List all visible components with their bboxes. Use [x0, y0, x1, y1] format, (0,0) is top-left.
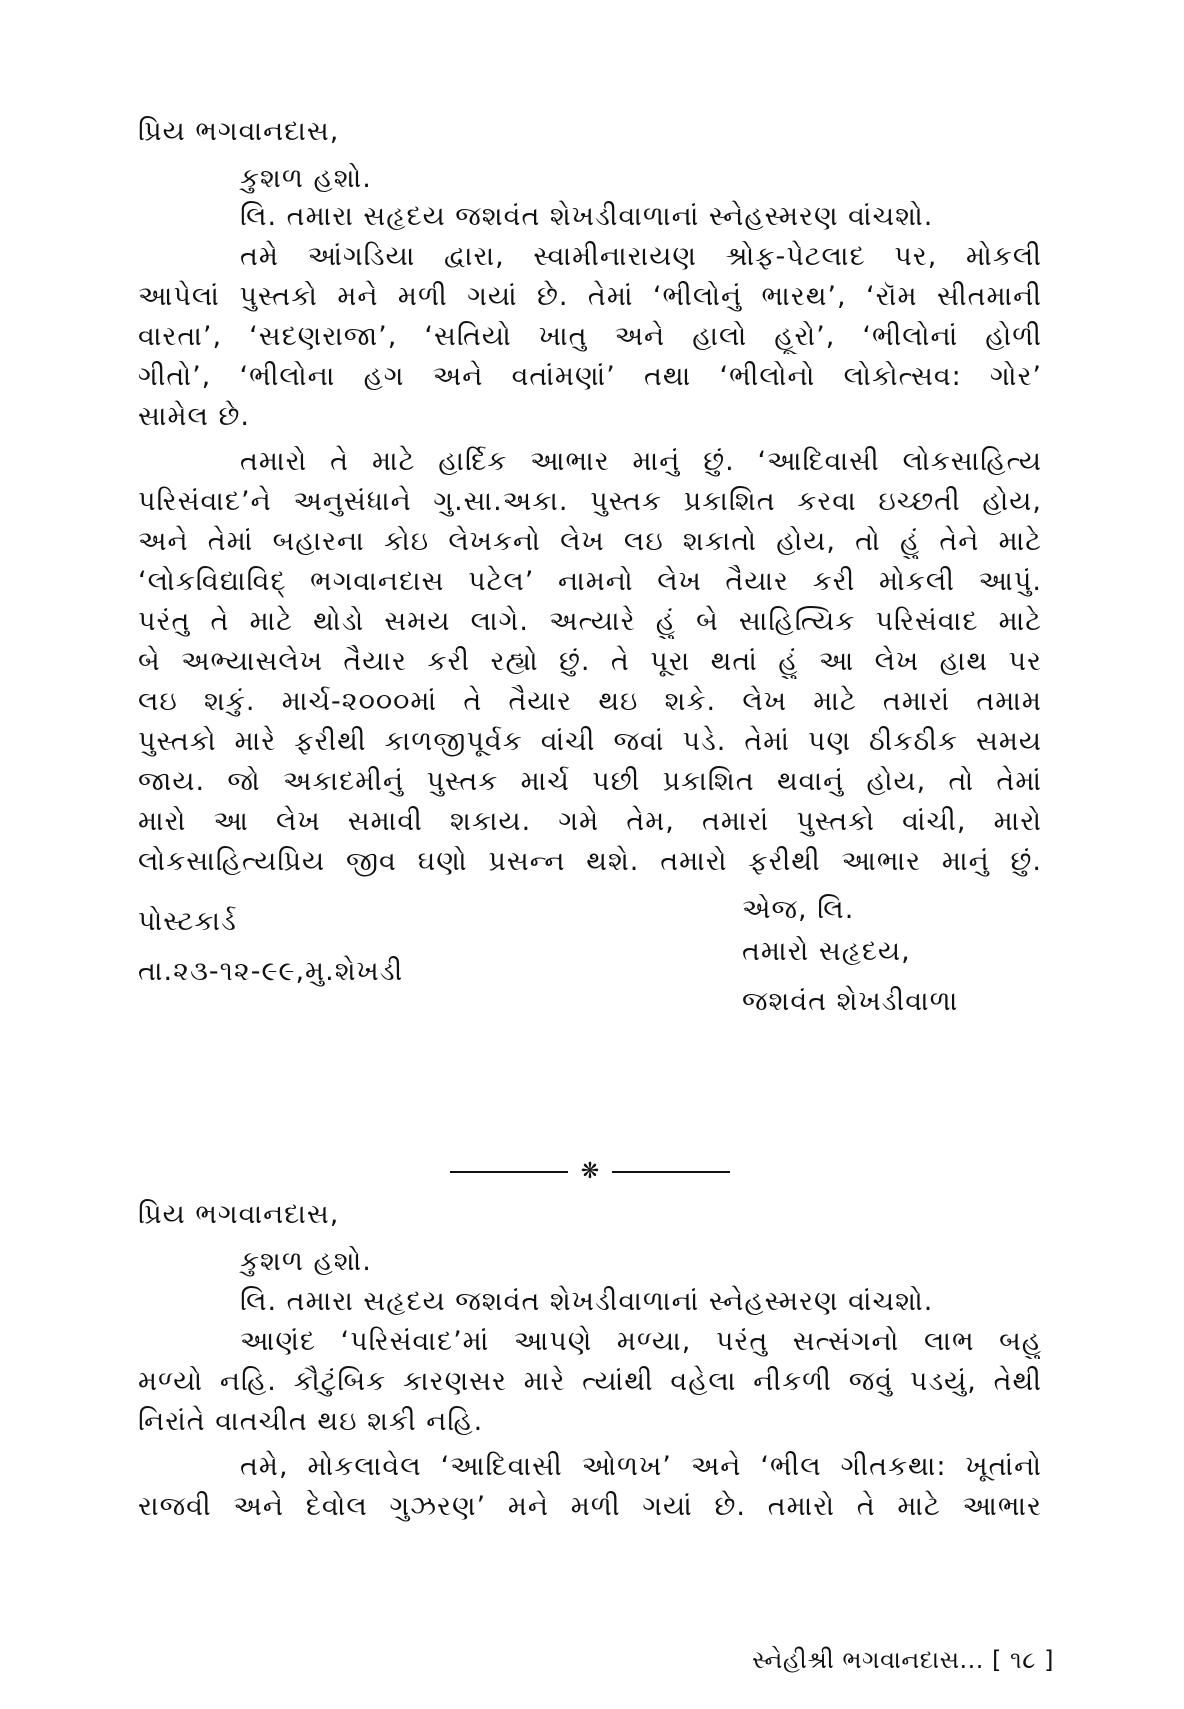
letter2-para1-line: આણંદ ‘પરિસંવાદ’માં આપણે મળ્યા, પરંતુ સત્સંગનો લાભ બહુ [240, 1326, 1042, 1357]
letter1-postcard-label: પોસ્ટકાર્ડ [138, 906, 237, 937]
divider-ornament-icon: ❋ [580, 1159, 600, 1184]
letter1-para2-line: તમારો તે માટે હાર્દિક આભાર માનું છું. ‘આદિવાસી લોકસાહિત્ય [240, 446, 1042, 477]
letter1-para2-line: અને તેમાં બહારના કોઇ લેખકનો લેખ લઇ શકાતો હોય, તો હું તેને માટે [138, 526, 1042, 557]
letter2-para2-line: તમે, મોકલાવેલ ‘આદિવાસી ઓળખ’ અને ‘ભીલ ગીતકથા: ખૂતાંનો [240, 1451, 1042, 1482]
letter1-para2-line: જાય. જો અકાદમીનું પુસ્તક માર્ચ પછી પ્રકાશિત થવાનું હોય, તો તેમાં [138, 766, 1042, 797]
divider-rule-right [612, 1171, 730, 1173]
letter1-sign-off: એજ, લિ. [742, 894, 855, 925]
letter2-opening: લિ. તમારા સહૃદય જશવંત શેખડીવાળાનાં સ્નેહસ્મરણ વાંચશો. [240, 1286, 934, 1317]
letter2-salutation: પ્રિય ભગવાનદાસ, [138, 1199, 340, 1230]
letter1-opening: લિ. તમારા સહૃદય જશવંત શેખડીવાળાનાં સ્નેહસ્મરણ વાંચશો. [240, 201, 934, 232]
letter1-para1-last: સામેલ છે. [138, 401, 250, 432]
letter1-date-place: તા.૨૩-૧૨-૯૯,મુ.શેખડી [138, 956, 404, 987]
letter2-para2-line: રાજવી અને દેવોલ ગુઝરણ’ મને મળી ગયાં છે. તમારો તે માટે આભાર [138, 1491, 1042, 1522]
letter2-para1-line: મળ્યો નહિ. કૌટુંબિક કારણસર મારે ત્યાંથી વહેલા નીકળી જવું પડયું, તેથી [138, 1366, 1042, 1397]
letter1-para2-line: બે અભ્યાસલેખ તૈયાર કરી રહ્યો છું. તે પૂરા થતાં હું આ લેખ હાથ પર [138, 646, 1042, 677]
letter1-closing: તમારો સહૃદય, [742, 936, 911, 967]
letter1-para2-line: મારો આ લેખ સમાવી શકાય. ગમે તેમ, તમારાં પુસ્તકો વાંચી, મારો [138, 806, 1042, 837]
letter1-para2-line: ‘લોકવિદ્યાવિદ્ ભગવાનદાસ પટેલ’ નામનો લેખ તૈયાર કરી મોકલી આપું. [138, 566, 1042, 597]
letter2-para1-last: નિરાંતે વાતચીત થઇ શકી નહિ. [138, 1406, 484, 1437]
letter1-para1-line: આપેલાં પુસ્તકો મને મળી ગયાં છે. તેમાં ‘ભીલોનું ભારથ’, ‘રૉમ સીતમાની [138, 281, 1042, 312]
running-title: સ્નેહીશ્રી ભગવાનદાસ... [752, 1646, 984, 1674]
letter1-para2-line: પુસ્તકો મારે ફરીથી કાળજીપૂર્વક વાંચી જવાં પડે. તેમાં પણ ઠીકઠીક સમય [138, 726, 1042, 757]
section-divider [450, 1160, 730, 1184]
letter1-greeting: કુશળ હશો. [240, 163, 372, 194]
letter1-para1-line: ગીતો’, ‘ભીલોના હગ અને વતાંમણાં’ તથા ‘ભીલોનો લોકોત્સવ: ગોર’ [138, 361, 1042, 392]
letter1-para2-line: લોકસાહિત્યપ્રિય જીવ ઘણો પ્રસન્ન થશે. તમારો ફરીથી આભાર માનું છું. [138, 846, 1042, 877]
letter1-para2-line: પરંતુ તે માટે થોડો સમય લાગે. અત્યારે હું બે સાહિત્યિક પરિસંવાદ માટે [138, 606, 1042, 637]
letter1-para2-line: પરિસંવાદ’ને અનુસંધાને ગુ.સા.અકા. પુસ્તક પ્રકાશિત કરવા ઇચ્છતી હોય, [138, 486, 1042, 517]
letter2-greeting: કુશળ હશો. [240, 1246, 372, 1277]
letter1-signature: જશવંત શેખડીવાળા [742, 986, 959, 1017]
page-footer [752, 1645, 1054, 1675]
page-number: [ ૧૮ ] [992, 1646, 1054, 1674]
letter1-para2-line: લઇ શકું. માર્ચ-૨૦૦૦માં તે તૈયાર થઇ શકે. લેખ માટે તમારાં તમામ [138, 686, 1042, 717]
letter1-para1-line: તમે આંગડિયા દ્વારા, સ્વામીનારાયણ શ્રોફ-પેટલાદ પર, મોકલી [240, 241, 1042, 272]
letter1-para1-line: વારતા’, ‘સદણરાજા’, ‘સતિયો ખાતુ અને હાલો હૂરો’, ‘ભીલોનાં હોળી [138, 321, 1042, 352]
letter1-salutation: પ્રિય ભગવાનદાસ, [138, 116, 340, 147]
divider-rule-left [450, 1171, 568, 1173]
